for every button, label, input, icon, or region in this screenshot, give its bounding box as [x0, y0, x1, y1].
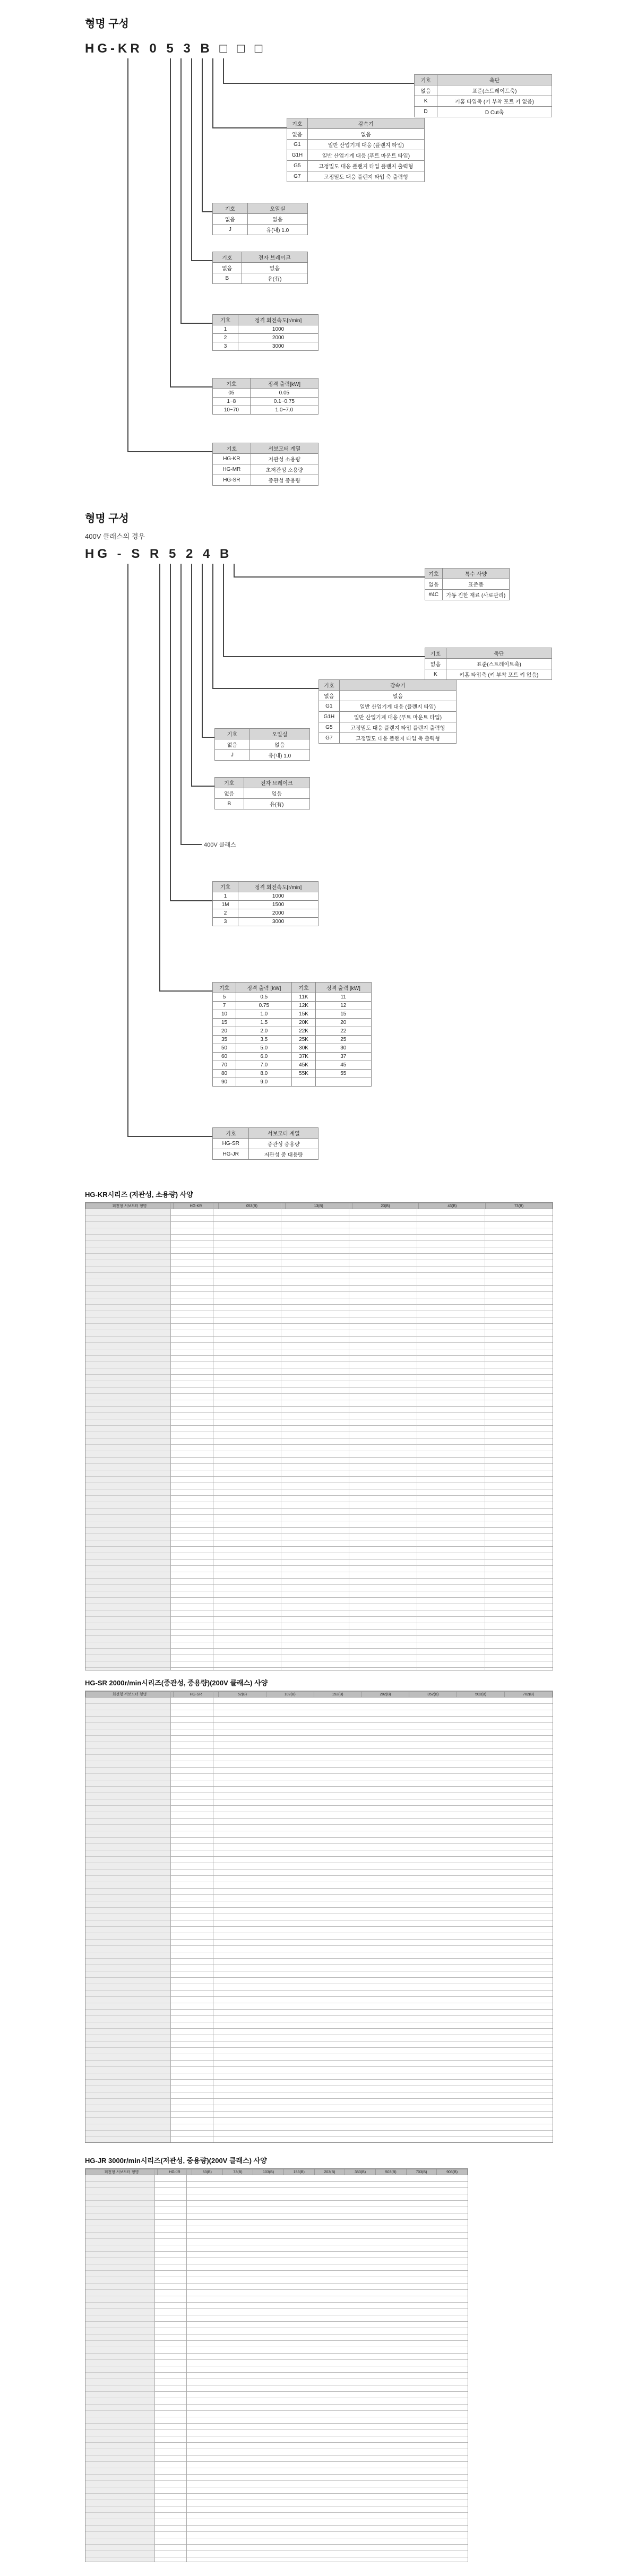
s1-oil-table: 기호 오일실 없음 없음 J 유(내) 1.0	[212, 203, 308, 235]
spec1-title: HG-KR시리즈 (저관성, 소용량) 사양	[85, 1191, 193, 1199]
s2-special-table: 기호 특수 사양 없음 표준품 #4C 가동 진한 재료 (사료관리)	[425, 568, 510, 600]
s2-brake-table: 기호 전자 브레이크 없음 없음 B 유(有)	[214, 777, 310, 809]
s2-speed-table: 기호 정격 회전속도[r/min] 1 1000 1M 1500 2 2000 3 3000	[212, 881, 318, 926]
spec1-table: 회전형 서보모터 형명 HG-KR 053(B) 13(B) 23(B) 43(B) 73(B)	[85, 1202, 553, 1670]
s1-reducer-table: 기호 감속기 없음 없음 G1 일반 산업기계 대응 (플랜지 타입) G1H 일반 산업기계 대응 (푸트 마운트 타입) G5 고정밀도 대응 플랜지 타입 플랜지 출력형 G7 고정밀도 대응 플랜지 타입 축 출력형	[287, 118, 425, 182]
section1-model-code: HG-KR 0 5 3 B □ □ □	[85, 41, 266, 56]
s2-reducer-table: 기호 감속기 없음 없음 G1 일반 산업기계 대응 (플랜지 타입) G1H 일반 산업기계 대응 (푸트 마운트 타입) G5 고정밀도 대응 플랜지 타입 플랜지 출력형 G7 고정밀도 대응 플랜지 타입 축 출력형	[318, 679, 457, 744]
s1-brake-table: 기호 전자 브레이크 없음 없음 B 유(有)	[212, 252, 308, 284]
spec2-table: 회전형 서보모터 형명 HG-SR 52(B) 102(B) 152(B) 202(B) 352(B) 502(B) 702(B)	[85, 1691, 553, 2143]
s2-series-table: 기호 서보모터 계열 HG-SR 중관성 중용량 HG-JR 저관성 중 대용량	[212, 1127, 318, 1160]
s1-output-table: 기호 정격 출력[kW] 05 0.05 1~8 0.1~0.75 10~70 1.0~7.0	[212, 378, 318, 415]
s1-shaft-table: 기호 축단 없음 표준(스트레이트축) K 키홈 타입축 (키 부착 포트 키 없음) D D Cut축	[414, 74, 552, 117]
section2-model-code: HG - S R 5 2 4 B	[85, 547, 233, 561]
section2-title: 형명 구성	[85, 513, 129, 524]
s2-oil-table: 기호 오일실 없음 없음 J 유(내) 1.0	[214, 728, 310, 761]
section1-title: 형명 구성	[85, 18, 129, 30]
section2-subtitle: 400V 클래스의 경우	[85, 532, 145, 540]
s2-shaft-table: 기호 축단 없음 표준(스트레이트축) K 키홈 타입축 (키 부착 포트 키 없음)	[425, 648, 552, 680]
spec3-title: HG-JR 3000r/min시리즈(저관성, 중용량)(200V 클래스) 사양	[85, 2157, 267, 2165]
s1-series-table: 기호 서보모터 계열 HG-KR 저관성 소용량 HG-MR 초저관성 소용량 HG-SR 중관성 중용량	[212, 443, 318, 486]
spec2-title: HG-SR 2000r/min시리즈(중관성, 중용량)(200V 클래스) 사양	[85, 1679, 268, 1687]
s2-class-note: 400V 클래스	[204, 842, 236, 848]
s1-speed-table: 기호 정격 회전속도[r/min] 1 1000 2 2000 3 3000	[212, 314, 318, 351]
s2-output-table: 기호 정격 출력 [kW] 기호 정격 출력 [kW] 5 0.5 11K 11 7 0.75 12K 12 10 1.0 15K 15 15 1.5 20K 20 20 2.0 22K 22 35 3.5 25K 25 50 5.0 30K 30 60 6.0 37K 37 70 7.0 45K 45 80 8.0 55K 55 90 9.0	[212, 982, 372, 1087]
spec3-table: 회전형 서보모터 형명 HG-JR 53(B) 73(B) 103(B) 153(B) 203(B) 353(B) 503(B) 703(B) 903(B)	[85, 2168, 468, 2562]
